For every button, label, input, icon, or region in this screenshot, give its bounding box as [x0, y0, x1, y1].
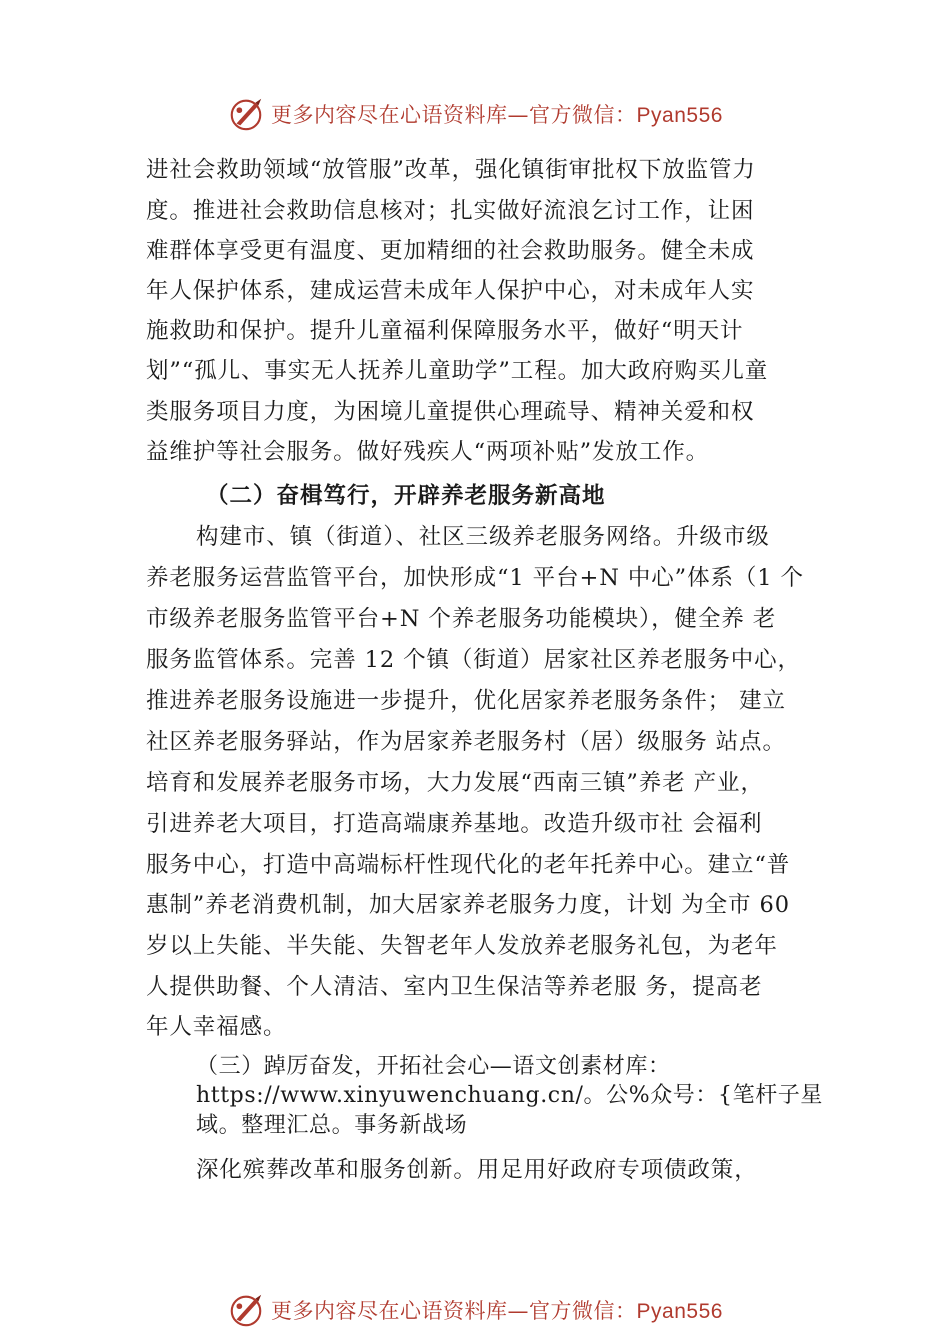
header-banner — [0, 92, 950, 136]
text-line: 养老服务运营监管平台，加快形成“1 平台+N 中心”体系（1 个 — [146, 565, 804, 591]
footer-banner — [0, 1288, 950, 1332]
text-line: 域。整理汇总。事务新战场 — [196, 1113, 468, 1138]
text-line: 进社会救助领域“放管服”改革，强化镇街审批权下放监管力 — [146, 157, 756, 183]
text-line: 构建市、镇（街道）、社区三级养老服务网络。升级市级 — [196, 524, 770, 550]
banner-text: 更多内容尽在心语资料库—官方微信：Pyan556 — [271, 103, 723, 127]
text-line: 服务监管体系。完善 12 个镇（街道）居家社区养老服务中心， — [146, 647, 801, 673]
text-line: 难群体享受更有温度、更加精细的社会救助服务。健全未成 — [146, 238, 755, 264]
text-line: 施救助和保护。提升儿童福利保障服务水平，做好“明天计 — [146, 318, 744, 344]
section-heading: （二）奋楫笃行，开辟养老服务新高地 — [206, 483, 606, 509]
text-line: 社区养老服务驿站，作为居家养老服务村（居）级服务 站点。 — [146, 729, 786, 755]
text-line: 引进养老大项目，打造高端康养基地。改造升级市社 会福利 — [146, 811, 763, 837]
text-line: 年人保护体系，建成运营未成年人保护中心，对未成年人实 — [146, 278, 755, 304]
text-line: 培育和发展养老服务市场，大力发展“西南三镇”养老 产业， — [146, 770, 764, 796]
text-line: 度。推进社会救助信息核对；扎实做好流浪乞讨工作，让困 — [146, 198, 755, 224]
quill-logo-icon — [227, 1291, 265, 1329]
text-line: https://www.xinyuwenchuang.cn/。公%众号：{笔杆子星 — [196, 1083, 823, 1108]
text-line: 划”“孤儿、事实无人抚养儿童助学”工程。加大政府购买儿童 — [146, 358, 769, 384]
text-line: 市级养老服务监管平台+N 个养老服务功能模块），健全养 老 — [146, 606, 777, 632]
quill-logo-icon — [227, 95, 265, 133]
text-line: 益维护等社会服务。做好残疾人“两项补贴”发放工作。 — [146, 439, 710, 465]
text-line: 深化殡葬改革和服务创新。用足用好政府专项债政策， — [196, 1157, 758, 1183]
text-line: 类服务项目力度，为困境儿童提供心理疏导、精神关爱和权 — [146, 399, 755, 425]
text-line: 惠制”养老消费机制，加大居家养老服务力度，计划 为全市 60 — [146, 892, 790, 918]
text-line: 年人幸福感。 — [146, 1014, 287, 1040]
text-line: 服务中心，打造中高端标杆性现代化的老年托养中心。建立“普 — [146, 852, 791, 878]
banner-text: 更多内容尽在心语资料库—官方微信：Pyan556 — [271, 1299, 723, 1323]
text-line: 推进养老服务设施进一步提升，优化居家养老服务条件； 建立 — [146, 688, 786, 714]
text-line: 岁以上失能、半失能、失智老年人发放养老服务礼包，为老年 — [146, 933, 778, 959]
section-heading: （三）踔厉奋发，开拓社会心—语文创素材库： — [196, 1054, 671, 1079]
text-line: 人提供助餐、个人清洁、室内卫生保洁等养老服 务，提高老 — [146, 974, 763, 1000]
